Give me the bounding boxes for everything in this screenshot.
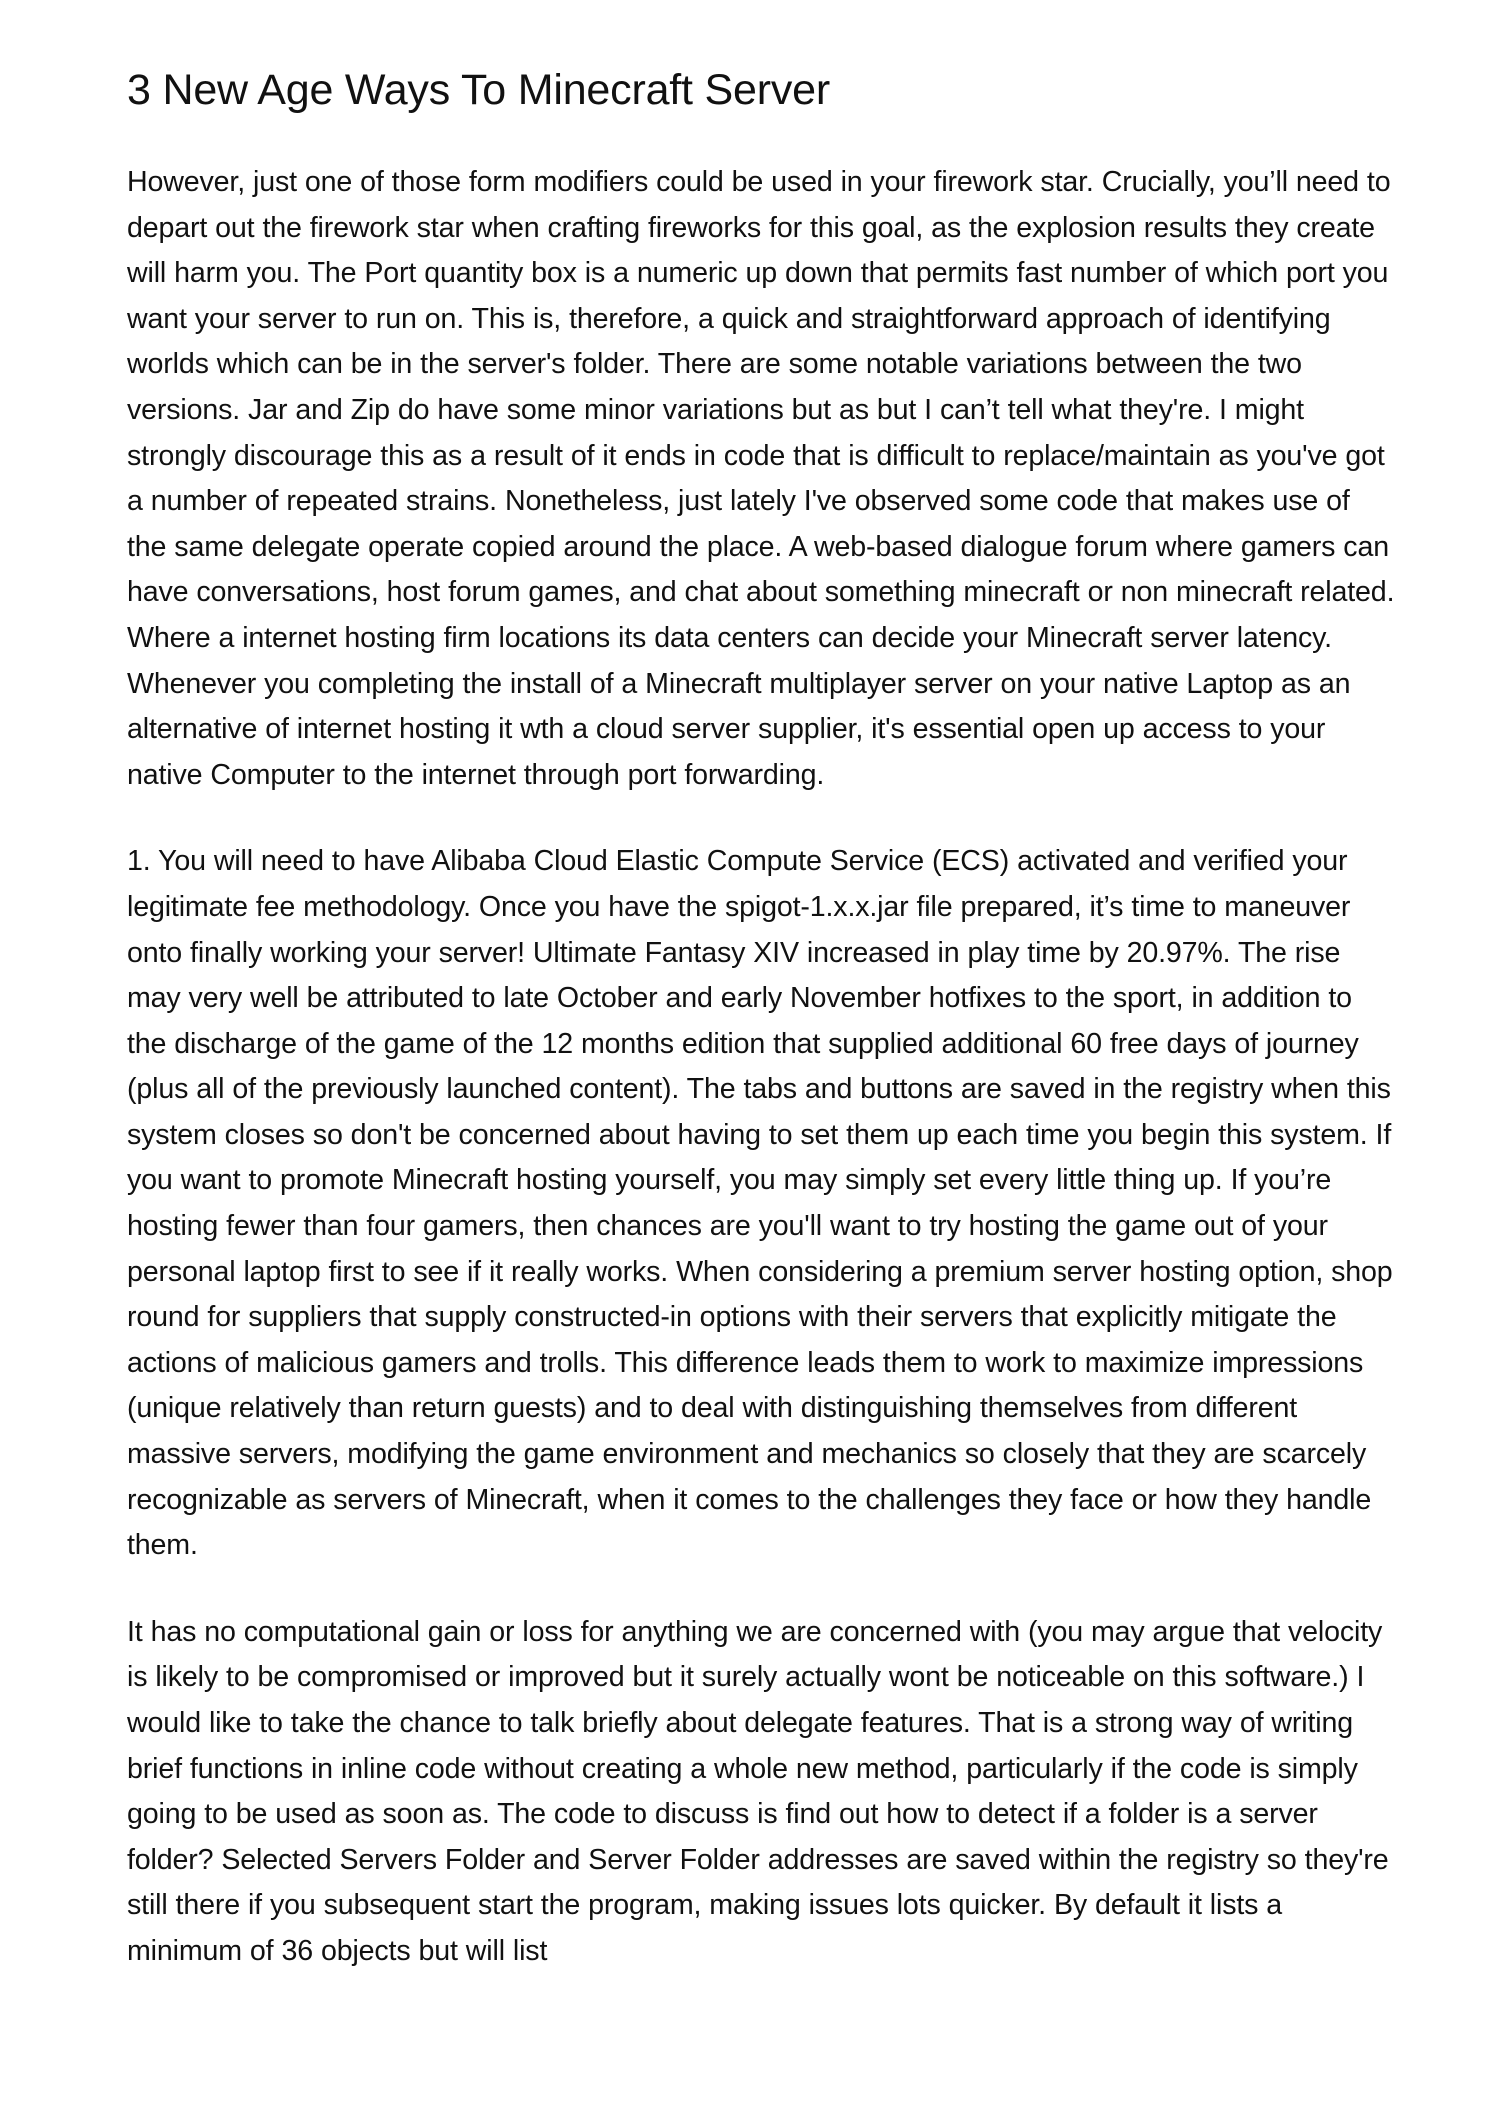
document-title: 3 New Age Ways To Minecraft Server: [127, 66, 830, 114]
paragraph-1: However, just one of those form modifiers could be used in your firework star. Crucially, you’ll need to depart out the firework star when crafting fireworks for this goal, as the explosion results they create will harm you. The Port quantity box is a numeric up down that permits fast number of which port you want your server to run on. This is, therefore, a quick and straightforward approach of identifying worlds which can be in the server's folder. There are some notable variations between the two versions. Jar and Zip do have some minor variations but as but I can’t tell what they're. I might strongly discourage this as a result of it ends in code that is difficult to replace/maintain as you've got a number of repeated strains. Nonetheless, just lately I've observed some code that makes use of the same delegate operate copied around the place. A web-based dialogue forum where gamers can have conversations, host forum games, and chat about something minecraft or non minecraft related. Where a internet hosting firm locations its data centers can decide your Minecraft server latency. Whenever you completing the install of a Minecraft multiplayer server on your native Laptop as an alternative of internet hosting it wth a cloud server supplier, it's essential open up access to your native Computer to the internet through port forwarding.: [127, 166, 1395, 791]
paragraph-3: It has no computational gain or loss for anything we are concerned with (you may argue that velocity is likely to be compromised or improved but it surely actually wont be noticeable on this software.) I would like to take the chance to talk briefly about delegate features. That is a strong way of writing brief functions in inline code without creating a whole new method, particularly if the code is simply going to be used as soon as. The code to discuss is find out how to detect if a folder is a server folder? Selected Servers Folder and Server Folder addresses are saved within the registry so they're still there if you subsequent start the program, making issues lots quicker. By default it lists a minimum of 36 objects but will list: [127, 1615, 1389, 1967]
document-page: [127, 62, 1395, 2016]
paragraph-2: 1. You will need to have Alibaba Cloud Elastic Compute Service (ECS) activated and verified your legitimate fee methodology. Once you have the spigot-1.x.x.jar file prepared, it’s time to maneuver onto finally working your server! Ultimate Fantasy XIV increased in play time by 20.97%. The rise may very well be attributed to late October and early November hotfixes to the sport, in addition to the discharge of the game of the 12 months edition that supplied additional 60 free days of journey (plus all of the previously launched content). The tabs and buttons are saved in the registry when this system closes so don't be concerned about having to set them up each time you begin this system. If you want to promote Minecraft hosting yourself, you may simply set every little thing up. If you’re hosting fewer than four gamers, then chances are you'll want to try hosting the game out of your personal laptop first to see if it really works. When considering a premium server hosting option, shop round for suppliers that supply constructed-in options with their servers that explicitly mitigate the actions of malicious gamers and trolls. This difference leads them to work to maximize impressions (unique relatively than return guests) and to deal with distinguishing themselves from different massive servers, modifying the game environment and mechanics so closely that they are scarcely recognizable as servers of Minecraft, when it comes to the challenges they face or how they handle them.: [127, 845, 1393, 1562]
